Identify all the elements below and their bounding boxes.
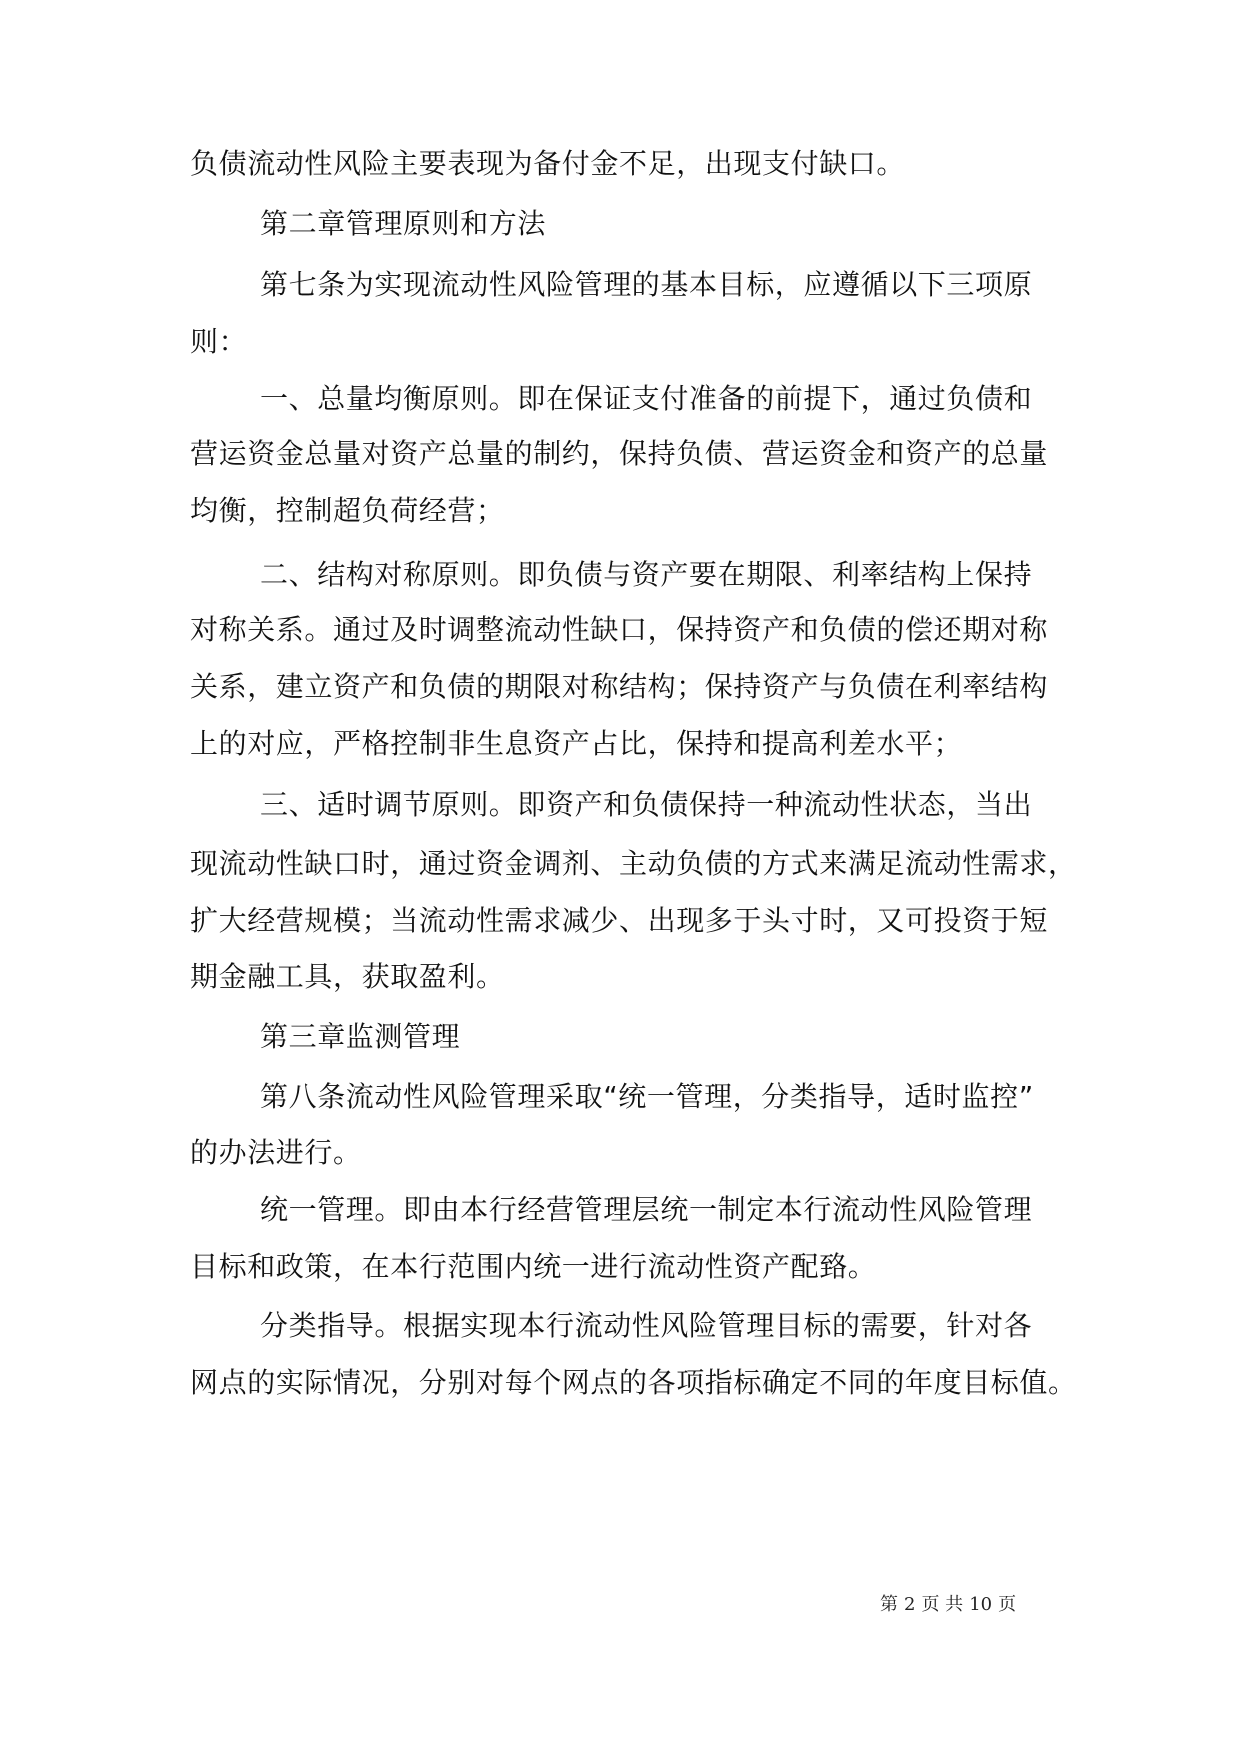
text-line: 第七条为实现流动性风险管理的基本目标，应遵循以下三项原	[260, 268, 1033, 301]
text-line: 三、适时调节原则。即资产和负债保持一种流动性状态，当出	[260, 788, 1033, 821]
current-page-number: 2	[904, 1594, 916, 1615]
text-line: 扩大经营规模；当流动性需求减少、出现多于头寸时，又可投资于短	[190, 904, 1049, 937]
text-line: 现流动性缺口时，通过资金调剂、主动负债的方式来满足流动性需求，	[190, 847, 1077, 880]
text-line: 分类指导。根据实现本行流动性风险管理目标的需要，针对各	[260, 1309, 1033, 1342]
footer-prefix: 第	[880, 1594, 898, 1615]
text-line: 关系，建立资产和负债的期限对称结构；保持资产与负债在利率结构	[190, 670, 1049, 703]
text-line: 营运资金总量对资产总量的制约，保持负债、营运资金和资产的总量	[190, 437, 1049, 470]
text-line: 统一管理。即由本行经营管理层统一制定本行流动性风险管理	[260, 1193, 1033, 1226]
footer-suffix: 页	[998, 1594, 1017, 1615]
chapter-heading: 第二章管理原则和方法	[260, 207, 547, 240]
text-line: 上的对应，严格控制非生息资产占比，保持和提高利差水平；	[190, 727, 963, 760]
text-line: 目标和政策，在本行范围内统一进行流动性资产配臵。	[190, 1250, 877, 1283]
text-line: 的办法进行。	[190, 1136, 362, 1169]
text-line: 二、结构对称原则。即负债与资产要在期限、利率结构上保持	[260, 558, 1033, 591]
text-line: 负债流动性风险主要表现为备付金不足，出现支付缺口。	[190, 147, 906, 180]
text-line: 则：	[190, 325, 248, 358]
text-line: 第八条流动性风险管理采取“统一管理，分类指导，适时监控”	[260, 1080, 1034, 1113]
chapter-heading: 第三章监测管理	[260, 1020, 461, 1053]
text-line: 对称关系。通过及时调整流动性缺口，保持资产和负债的偿还期对称	[190, 613, 1049, 646]
footer-middle: 页 共	[921, 1594, 964, 1615]
page-number-footer	[880, 1590, 1022, 1620]
text-line: 一、总量均衡原则。即在保证支付准备的前提下，通过负债和	[260, 382, 1033, 415]
text-line: 期金融工具，获取盈利。	[190, 960, 505, 993]
text-line: 网点的实际情况，分别对每个网点的各项指标确定不同的年度目标值。	[190, 1366, 1077, 1399]
total-pages-number: 10	[969, 1594, 993, 1615]
text-line: 均衡，控制超负荷经营；	[190, 494, 505, 527]
